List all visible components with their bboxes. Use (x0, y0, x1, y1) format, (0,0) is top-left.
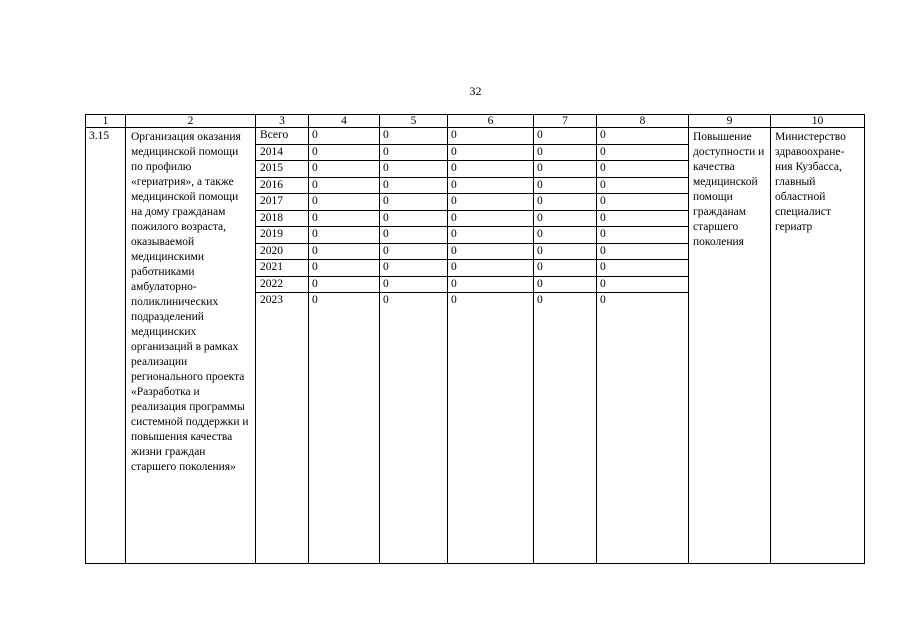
period-label: 2016 (256, 177, 309, 194)
funding-value: 0 (534, 161, 597, 178)
responsible-executor: Министерство здравоохране-ния Кузбасса, главный областной специалист гериатр (771, 128, 865, 564)
funding-value: 0 (597, 194, 689, 211)
funding-value: 0 (597, 293, 689, 564)
period-label: 2022 (256, 276, 309, 293)
funding-value: 0 (534, 177, 597, 194)
funding-value: 0 (448, 210, 534, 227)
funding-value: 0 (597, 210, 689, 227)
funding-value: 0 (597, 243, 689, 260)
funding-value: 0 (534, 210, 597, 227)
funding-value: 0 (380, 210, 448, 227)
funding-value: 0 (448, 177, 534, 194)
period-row (86, 128, 865, 145)
funding-value: 0 (309, 276, 380, 293)
column-header: 10 (771, 115, 865, 128)
funding-value: 0 (534, 260, 597, 277)
funding-value: 0 (448, 276, 534, 293)
column-header: 7 (534, 115, 597, 128)
column-header: 2 (126, 115, 256, 128)
funding-value: 0 (448, 194, 534, 211)
funding-value: 0 (309, 144, 380, 161)
program-measures-table (85, 114, 865, 564)
funding-value: 0 (448, 260, 534, 277)
funding-value: 0 (534, 227, 597, 244)
period-label: 2018 (256, 210, 309, 227)
funding-value: 0 (448, 161, 534, 178)
funding-value: 0 (380, 161, 448, 178)
period-label: 2020 (256, 243, 309, 260)
funding-value: 0 (597, 177, 689, 194)
funding-value: 0 (309, 243, 380, 260)
funding-value: 0 (380, 260, 448, 277)
measure-code: 3.15 (86, 128, 126, 564)
funding-value: 0 (597, 161, 689, 178)
funding-value: 0 (380, 276, 448, 293)
funding-value: 0 (309, 227, 380, 244)
period-label: Всего (256, 128, 309, 145)
expected-result: Повышение доступности и качества медицинской помощи гражданам старшего поколения (689, 128, 771, 564)
funding-value: 0 (309, 177, 380, 194)
funding-value: 0 (309, 194, 380, 211)
funding-value: 0 (380, 227, 448, 244)
funding-value: 0 (448, 243, 534, 260)
funding-value: 0 (448, 128, 534, 145)
funding-value: 0 (534, 144, 597, 161)
funding-value: 0 (380, 177, 448, 194)
funding-value: 0 (534, 276, 597, 293)
measure-name: Организация оказания медицинской помощи по профилю «гериатрия», а также медицинской помощи на дому гражданам пожилого возраста, оказываемой медицинскими работниками амбулаторно-поликлинических подразделений медицинских организаций в рамках реализации регионального проекта «Разработка и реализация программы системной поддержки и повышения качества жизни граждан старшего поколения» (126, 128, 256, 564)
funding-value: 0 (309, 293, 380, 564)
period-label: 2014 (256, 144, 309, 161)
table-header-row (86, 115, 865, 128)
column-header: 9 (689, 115, 771, 128)
period-label: 2017 (256, 194, 309, 211)
column-header: 8 (597, 115, 689, 128)
funding-value: 0 (597, 276, 689, 293)
funding-value: 0 (534, 243, 597, 260)
funding-value: 0 (597, 260, 689, 277)
column-header: 4 (309, 115, 380, 128)
column-header: 5 (380, 115, 448, 128)
funding-value: 0 (380, 128, 448, 145)
funding-value: 0 (309, 210, 380, 227)
period-label: 2019 (256, 227, 309, 244)
funding-value: 0 (380, 194, 448, 211)
funding-value: 0 (380, 144, 448, 161)
funding-value: 0 (309, 161, 380, 178)
funding-value: 0 (309, 128, 380, 145)
column-header: 3 (256, 115, 309, 128)
funding-value: 0 (534, 128, 597, 145)
funding-value: 0 (534, 194, 597, 211)
period-label: 2015 (256, 161, 309, 178)
funding-value: 0 (448, 293, 534, 564)
column-header: 6 (448, 115, 534, 128)
funding-value: 0 (380, 243, 448, 260)
funding-value: 0 (380, 293, 448, 564)
funding-value: 0 (448, 144, 534, 161)
funding-value: 0 (309, 260, 380, 277)
period-label: 2021 (256, 260, 309, 277)
funding-value: 0 (534, 293, 597, 564)
period-label: 2023 (256, 293, 309, 564)
funding-value: 0 (597, 144, 689, 161)
funding-value: 0 (597, 227, 689, 244)
funding-value: 0 (448, 227, 534, 244)
page-number: 32 (469, 84, 482, 98)
funding-value: 0 (597, 128, 689, 145)
column-header: 1 (86, 115, 126, 128)
